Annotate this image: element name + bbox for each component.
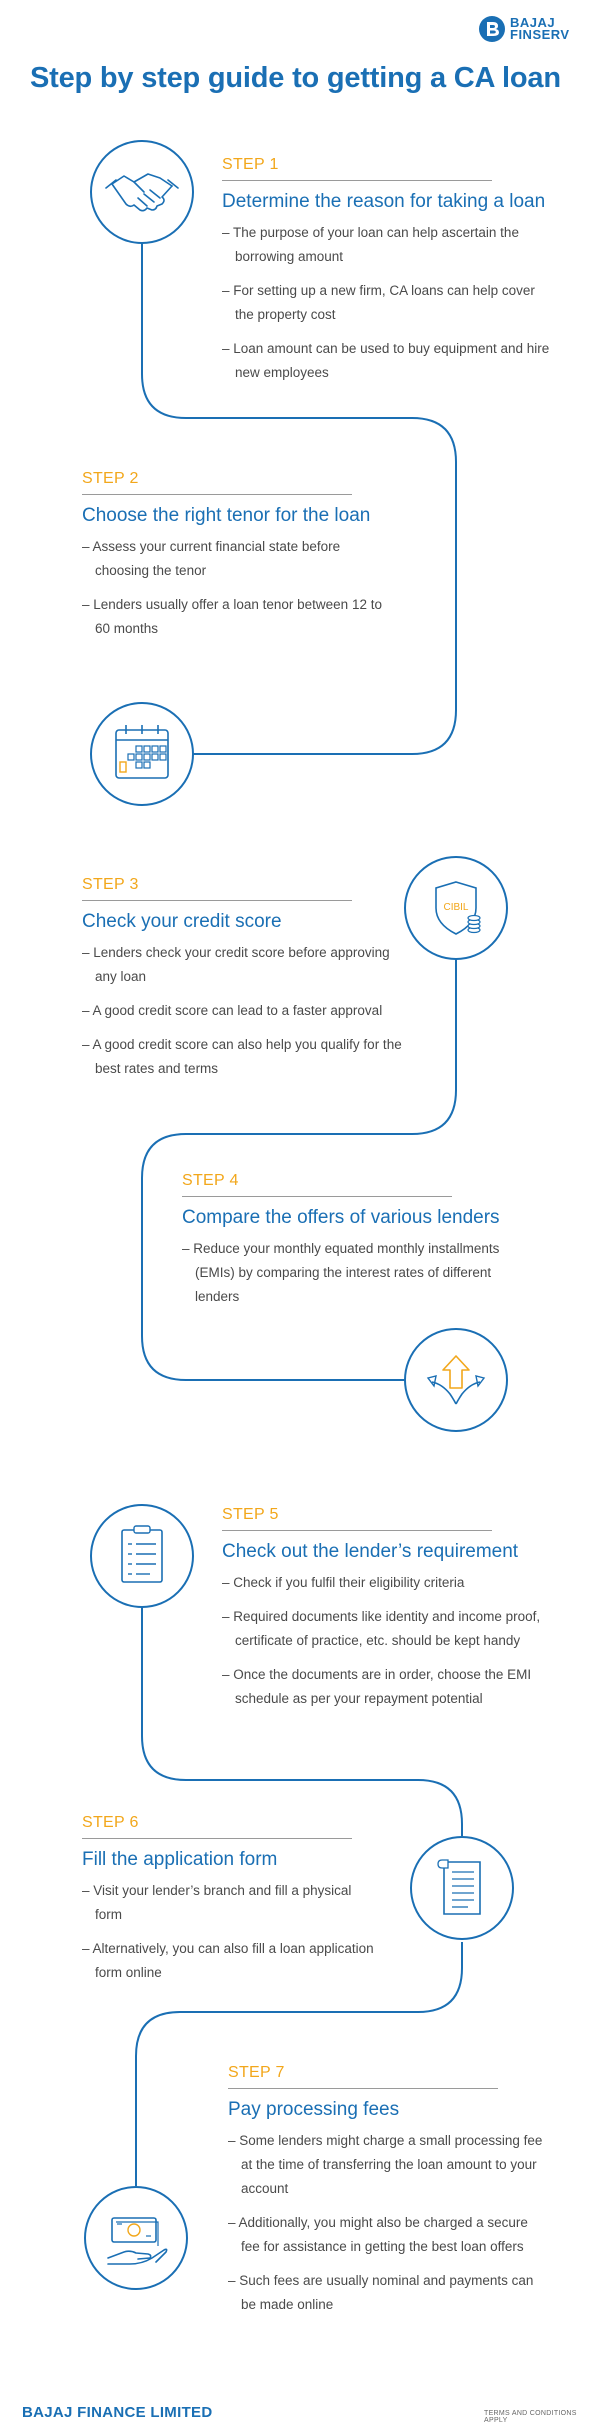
list-item: – Such fees are usually nominal and payments can be made online	[228, 2269, 548, 2317]
logo-line-2: FINSERV	[510, 27, 570, 42]
list-item: – Assess your current financial state before choosing the tenor	[82, 535, 382, 583]
step-6-bullets	[82, 1879, 382, 1985]
step-7-icon-circle	[84, 2186, 188, 2290]
cibil-shield-icon	[406, 858, 506, 958]
list-item: – Alternatively, you can also fill a loan application form online	[82, 1937, 382, 1985]
step-2-icon-circle	[90, 702, 194, 806]
list-item: – Required documents like identity and income proof, certificate of practice, etc. should be kept handy	[222, 1605, 542, 1653]
step-5-heading: Check out the lender’s requirement	[222, 1541, 519, 1562]
step-3-label: STEP 3	[82, 876, 139, 893]
step-7-label: STEP 7	[228, 2064, 285, 2081]
list-item: – Lenders usually offer a loan tenor between 12 to 60 months	[82, 593, 382, 641]
document-form-icon	[412, 1838, 512, 1938]
step-1-rule	[222, 180, 492, 181]
terms-link[interactable]: TERMS AND CONDITIONS APPLY	[484, 2410, 577, 2424]
list-item: – For setting up a new firm, CA loans can help cover the property cost	[222, 279, 552, 327]
step-1-bullets	[222, 221, 552, 385]
list-item: – Loan amount can be used to buy equipment and hire new employees	[222, 337, 552, 385]
step-2-label: STEP 2	[82, 470, 139, 487]
list-item: – Additionally, you might also be charged a secure fee for assistance in getting the best loan offers	[228, 2211, 548, 2259]
step-6-heading: Fill the application form	[82, 1849, 278, 1870]
compare-arrows-icon	[406, 1330, 506, 1430]
step-6-icon-circle	[410, 1836, 514, 1940]
cibil-text: CIBIL	[443, 902, 469, 913]
step-5	[222, 1506, 542, 1721]
list-item: – Some lenders might charge a small processing fee at the time of transferring the loan amount to your account	[228, 2129, 548, 2201]
calendar-icon	[92, 704, 192, 804]
step-4-icon-circle	[404, 1328, 508, 1432]
step-4-rule	[182, 1196, 452, 1197]
step-5-label: STEP 5	[222, 1506, 279, 1523]
step-5-rule	[222, 1530, 492, 1531]
step-7-heading: Pay processing fees	[228, 2099, 400, 2120]
step-2	[82, 470, 382, 651]
step-5-icon-circle	[90, 1504, 194, 1608]
step-3-heading: Check your credit score	[82, 911, 282, 932]
step-3-bullets	[82, 941, 412, 1081]
bajaj-finserv-logo[interactable]	[478, 14, 588, 44]
money-hand-icon	[86, 2188, 186, 2288]
step-7	[228, 2064, 548, 2327]
list-item: – A good credit score can lead to a faster approval	[82, 999, 412, 1023]
step-2-rule	[82, 494, 352, 495]
step-7-rule	[228, 2088, 498, 2089]
list-item: – Check if you fulfil their eligibility criteria	[222, 1571, 542, 1595]
step-4-label: STEP 4	[182, 1172, 239, 1189]
list-item: – A good credit score can also help you qualify for the best rates and terms	[82, 1033, 412, 1081]
step-1	[222, 156, 552, 395]
list-item: – Lenders check your credit score before approving any loan	[82, 941, 412, 989]
step-2-heading: Choose the right tenor for the loan	[82, 505, 371, 526]
step-6-label: STEP 6	[82, 1814, 139, 1831]
step-5-bullets	[222, 1571, 542, 1711]
step-1-heading: Determine the reason for taking a loan	[222, 191, 546, 212]
step-3-icon-circle	[404, 856, 508, 960]
handshake-icon	[92, 142, 192, 242]
footer-brand: BAJAJ FINANCE LIMITED	[22, 2404, 213, 2421]
step-2-bullets	[82, 535, 382, 641]
logo-line-1: BAJAJ	[510, 15, 556, 30]
step-1-icon-circle	[90, 140, 194, 244]
bajaj-logo-icon	[478, 15, 506, 43]
step-6	[82, 1814, 382, 1995]
step-3-rule	[82, 900, 352, 901]
list-item: – Reduce your monthly equated monthly installments (EMIs) by comparing the interest rates of different lenders	[182, 1237, 522, 1309]
step-3	[82, 876, 412, 1091]
list-item: – The purpose of your loan can help ascertain the borrowing amount	[222, 221, 552, 269]
logo-wordmark	[510, 17, 570, 41]
step-4-heading: Compare the offers of various lenders	[182, 1207, 500, 1228]
list-item: – Once the documents are in order, choose the EMI schedule as per your repayment potential	[222, 1663, 542, 1711]
step-6-rule	[82, 1838, 352, 1839]
clipboard-checklist-icon	[92, 1506, 192, 1606]
step-4-bullets	[182, 1237, 522, 1309]
step-4	[182, 1172, 522, 1319]
page-title: Step by step guide to getting a CA loan	[30, 62, 561, 94]
step-1-label: STEP 1	[222, 156, 279, 173]
list-item: – Visit your lender’s branch and fill a physical form	[82, 1879, 382, 1927]
step-7-bullets	[228, 2129, 548, 2317]
